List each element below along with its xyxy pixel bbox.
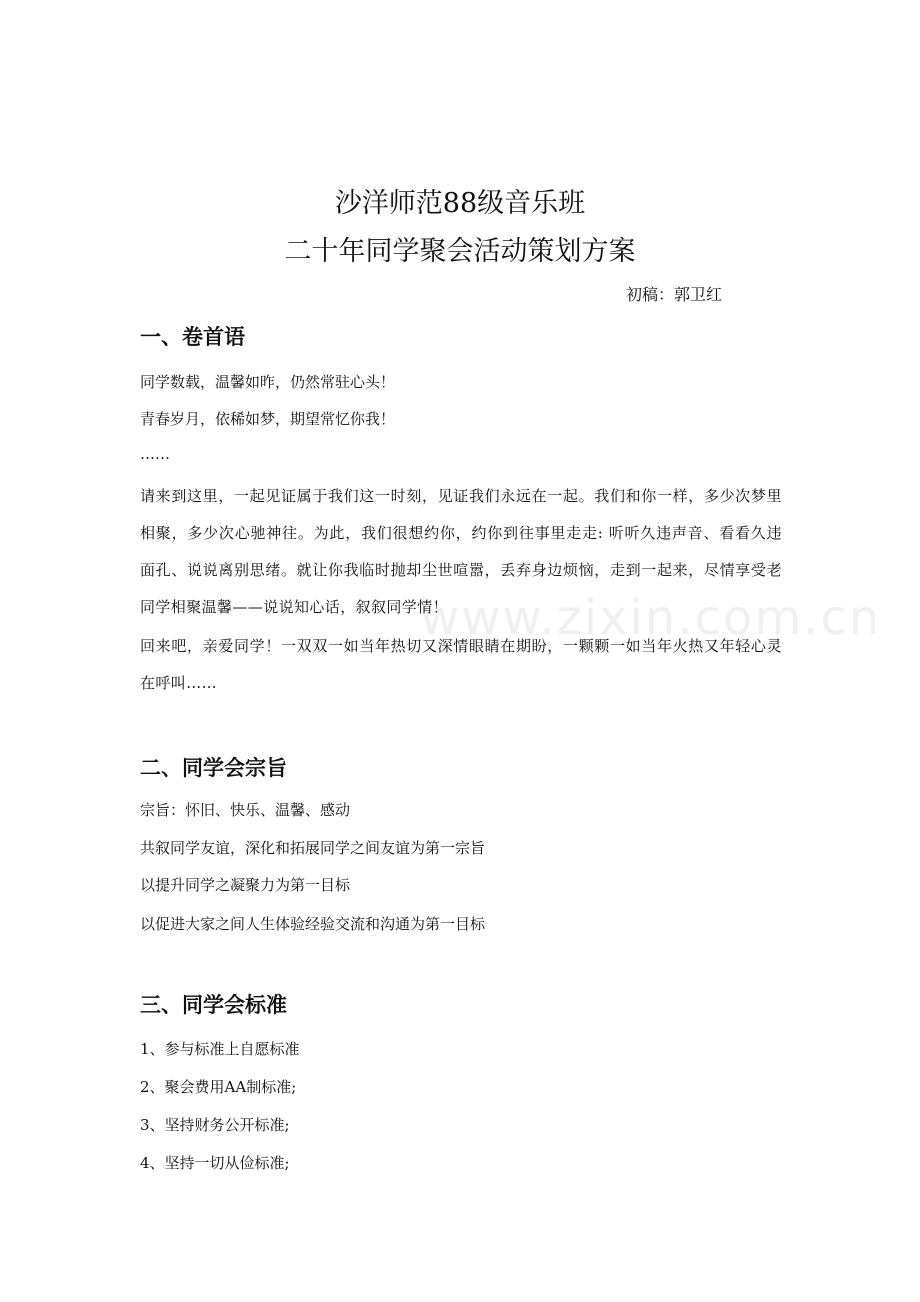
section-heading-purpose: 二、同学会宗旨 [140,756,287,780]
purpose-line: 宗旨：怀旧、快乐、温馨、感动 [140,801,351,819]
section-heading-standards: 三、同学会标准 [140,993,287,1017]
watermark: www.zixin.com.cn [420,590,882,646]
preface-ellipsis: …… [140,445,170,463]
standards-item: 1、参与标准上自愿标准 [140,1040,300,1058]
preface-paragraph: 请来到这里，一起见证属于我们这一时刻，见证我们永远在一起。我们和你一样，多少次梦里相聚，多少次心驰神往。为此，我们很想约你，约你到往事里走走: 听听久违声音、看看久违面孔、说说离别思绪。就让你我临时抛却尘世喧嚣，丢弃身边烦恼，走到一起来，尽情享受老同学相聚温馨——说说知心话，叙叙同学情！ [140,487,782,616]
standards-item: 3、坚持财务公开标准; [140,1116,290,1134]
standards-item: 2、聚会费用AA制标准; [140,1078,297,1096]
standards-item: 4、坚持一切从俭标准; [140,1154,290,1172]
preface-line: 同学数载，温馨如昨，仍然常驻心头！ [140,373,396,391]
author-line: 初稿：郭卫红 [626,285,723,304]
document-title-line-2: 二十年同学聚会活动策划方案 [284,236,636,267]
purpose-line: 以促进大家之间人生体验经验交流和沟通为第一目标 [140,915,486,933]
section-heading-preface: 一、卷首语 [140,325,245,349]
purpose-line: 共叙同学友谊，深化和拓展同学之间友谊为第一宗旨 [140,839,486,857]
document-title-line-1: 沙洋师范88级音乐班 [334,188,586,219]
preface-paragraph: 回来吧，亲爱同学！一双双一如当年热切又深情眼睛在期盼，一颗颗一如当年火热又年轻心灵在呼叫…… [140,637,782,692]
purpose-line: 以提升同学之凝聚力为第一目标 [140,876,351,894]
preface-line: 青春岁月，依稀如梦，期望常忆你我！ [140,410,396,428]
